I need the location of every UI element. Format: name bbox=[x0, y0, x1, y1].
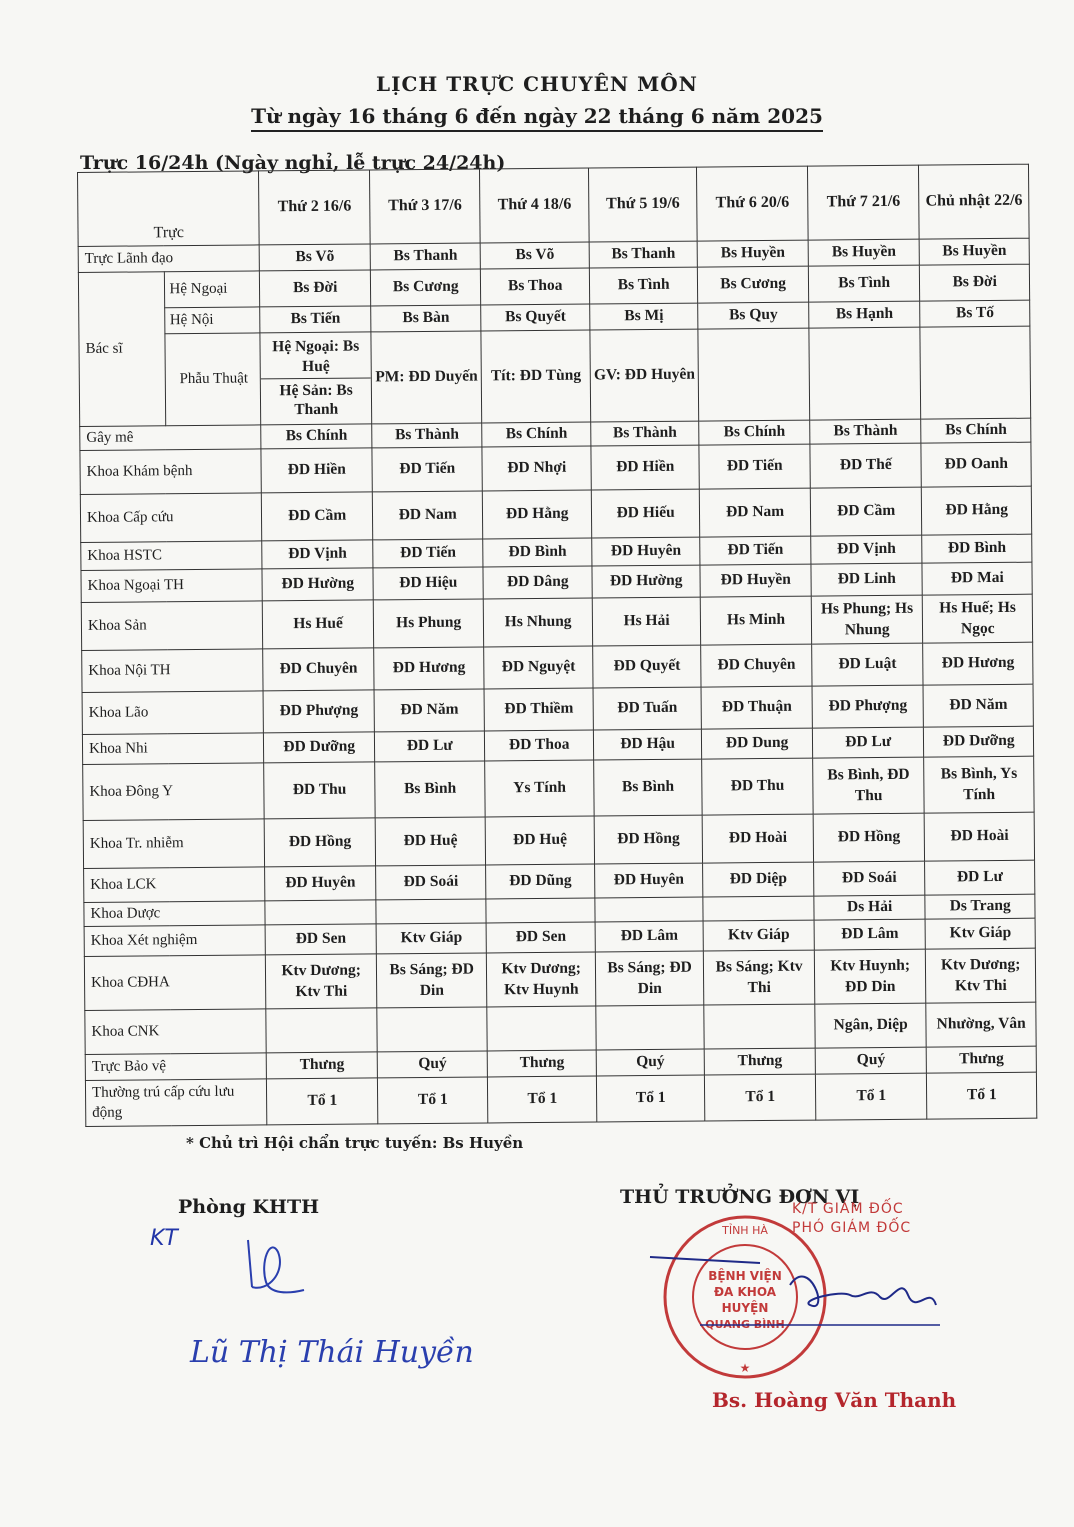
table-cell: ĐD Tiến bbox=[373, 539, 484, 568]
table-cell: ĐD Hồng bbox=[594, 815, 703, 864]
table-cell: Thưng bbox=[927, 1046, 1037, 1073]
row-label: Khoa Xét nghiệm bbox=[84, 925, 266, 957]
table-cell: ĐD Sen bbox=[265, 924, 376, 955]
table-cell: Bs Chính bbox=[482, 422, 591, 447]
table-cell bbox=[920, 326, 1030, 419]
table-cell: Tổ 1 bbox=[927, 1072, 1037, 1119]
table-cell: ĐD Lâm bbox=[814, 919, 926, 950]
table-cell: ĐD Thu bbox=[702, 758, 813, 815]
row-label: Khoa CĐHA bbox=[84, 955, 266, 1011]
table-cell: ĐD Thiềm bbox=[485, 688, 594, 731]
day-header: Thứ 7 21/6 bbox=[807, 165, 919, 240]
table-cell: Ktv Giáp bbox=[926, 918, 1036, 949]
row-label: Bác sĩ bbox=[78, 272, 165, 427]
left-signer-name: Lũ Thị Thái Huyền bbox=[190, 1335, 474, 1370]
table-cell: Bs Huyền bbox=[808, 239, 920, 266]
table-cell: Bs Thanh bbox=[589, 241, 698, 268]
right-signature-title: THỦ TRƯỞNG ĐƠN VỊ bbox=[620, 1186, 860, 1208]
table-cell: ĐD Dũng bbox=[486, 864, 595, 899]
table-cell: ĐD Thoa bbox=[485, 730, 594, 761]
table-cell: ĐD Hoài bbox=[702, 814, 813, 863]
table-row bbox=[81, 594, 1032, 650]
row-label: Khoa Cấp cứu bbox=[80, 493, 262, 543]
table-cell: ĐD Hường bbox=[592, 565, 701, 598]
table-cell: Bs Thành bbox=[591, 421, 700, 446]
table-cell: ĐD Dung bbox=[702, 728, 813, 759]
table-cell: Bs Thanh bbox=[370, 243, 481, 270]
table-cell-split bbox=[260, 332, 371, 425]
table-cell: Thưng bbox=[705, 1048, 816, 1075]
table-cell: Bs Thoa bbox=[481, 268, 590, 305]
table-cell: Hs Hải bbox=[592, 597, 701, 646]
table-cell: ĐD Dưỡng bbox=[924, 726, 1034, 757]
table-cell: ĐD Tiến bbox=[700, 536, 811, 565]
table-cell: Bs Thành bbox=[810, 419, 922, 444]
table-cell: Quý bbox=[815, 1047, 927, 1074]
table-cell: Bs Bàn bbox=[371, 305, 482, 332]
table-cell: Tổ 1 bbox=[705, 1074, 816, 1121]
table-cell: ĐD Sen bbox=[487, 922, 596, 953]
table-cell: Bs Chính bbox=[699, 420, 810, 445]
table-cell: ĐD Hiệu bbox=[373, 567, 484, 600]
table-cell: ĐD Nam bbox=[700, 488, 811, 537]
table-cell: Tít: ĐD Tùng bbox=[481, 330, 590, 423]
sub-row-label: Phẫu Thuật bbox=[164, 333, 261, 426]
table-cell bbox=[698, 328, 809, 421]
table-cell: ĐD Hồng bbox=[265, 818, 376, 867]
table-cell: Bs Cương bbox=[698, 266, 809, 303]
table-cell: Bs Chính bbox=[921, 418, 1031, 443]
table-cell: Ktv Dương; Ktv Thi bbox=[266, 954, 377, 1009]
header-row bbox=[78, 164, 1030, 246]
table-cell: Ktv Dương; Ktv Thi bbox=[926, 948, 1036, 1003]
table-cell: GV: ĐD Huyên bbox=[590, 329, 699, 422]
table-cell: Tổ 1 bbox=[596, 1075, 705, 1122]
table-cell: Bs Sáng; Ktv Thi bbox=[704, 950, 815, 1005]
table-cell: Tổ 1 bbox=[377, 1077, 488, 1124]
table-cell: ĐD Hằng bbox=[483, 490, 592, 539]
table-cell: Ktv Giáp bbox=[376, 923, 487, 954]
table-cell: ĐD Soái bbox=[813, 861, 925, 896]
table-cell: ĐD Hiếu bbox=[591, 489, 700, 538]
table-cell: Hs Phung bbox=[373, 599, 484, 648]
row-label: Khoa Ngoại TH bbox=[81, 569, 263, 603]
table-cell bbox=[377, 1007, 488, 1052]
table-row bbox=[79, 326, 1031, 426]
table-cell: ĐD Lư bbox=[925, 860, 1035, 895]
kt-mark: KT bbox=[150, 1226, 178, 1251]
table-cell: Bs Mị bbox=[590, 303, 699, 330]
table-cell: Tổ 1 bbox=[488, 1076, 597, 1123]
table-cell: Hs Phung; Hs Nhung bbox=[811, 595, 923, 644]
table-cell: ĐD Tiến bbox=[372, 447, 483, 492]
table-cell: Bs Tình bbox=[589, 267, 698, 304]
table-cell: ĐD Lư bbox=[812, 727, 924, 758]
table-cell: Bs Sáng; ĐD Din bbox=[595, 951, 704, 1006]
table-cell: ĐD Cầm bbox=[262, 492, 373, 541]
table-cell: Thưng bbox=[488, 1050, 597, 1077]
table-cell: Ngân, Diệp bbox=[815, 1003, 927, 1048]
table-cell: ĐD Nguyệt bbox=[484, 646, 593, 689]
table-cell: ĐD Dâng bbox=[483, 566, 592, 599]
table-cell: ĐD Thuận bbox=[701, 686, 812, 729]
table-cell bbox=[265, 900, 376, 925]
table-cell: Ktv Dương; Ktv Huynh bbox=[487, 952, 596, 1007]
table-cell: ĐD Hương bbox=[923, 642, 1033, 685]
table-cell bbox=[809, 327, 921, 420]
svg-text:QUANG BÌNH: QUANG BÌNH bbox=[705, 1318, 785, 1331]
row-label: Gây mê bbox=[80, 425, 262, 451]
table-cell bbox=[486, 898, 595, 923]
table-cell: ĐD Nhợi bbox=[482, 446, 591, 491]
day-header: Thứ 6 20/6 bbox=[697, 166, 808, 241]
table-cell: Hs Huế; Hs Ngọc bbox=[923, 594, 1033, 643]
table-cell: Bs Bình bbox=[375, 761, 486, 818]
table-row bbox=[80, 486, 1031, 542]
split-cell-bottom: Hệ Sản: Bs Thanh bbox=[261, 377, 371, 422]
table-cell: Hs Nhung bbox=[484, 598, 593, 647]
table-cell: ĐD Oanh bbox=[921, 442, 1031, 487]
table-cell: ĐD Chuyên bbox=[701, 644, 812, 687]
table-cell: Bs Tình bbox=[808, 265, 920, 302]
table-cell bbox=[596, 1005, 705, 1050]
day-header: Thứ 3 17/6 bbox=[369, 169, 480, 244]
table-cell: Bs Chính bbox=[261, 424, 372, 449]
document-subtitle: Từ ngày 16 tháng 6 đến ngày 22 tháng 6 năm 2025 bbox=[0, 104, 1074, 128]
table-cell: Nhường, Vân bbox=[926, 1002, 1036, 1047]
stamp-line: K/T GIÁM ĐỐC bbox=[792, 1201, 904, 1217]
table-cell: ĐD Hậu bbox=[593, 729, 702, 760]
table-cell: Hs Huế bbox=[263, 600, 374, 649]
table-cell bbox=[266, 1008, 377, 1053]
table-cell: ĐD Hương bbox=[374, 647, 485, 690]
table-cell: Bs Bình bbox=[594, 759, 703, 816]
table-cell: ĐD Hường bbox=[262, 568, 373, 601]
table-cell bbox=[704, 1004, 815, 1049]
table-cell: Bs Võ bbox=[260, 244, 371, 271]
table-cell: ĐD Vịnh bbox=[262, 540, 373, 569]
table-row bbox=[83, 756, 1034, 820]
table-cell: ĐD Thu bbox=[264, 762, 375, 819]
footnote: * Chủ trì Hội chẩn trực tuyến: Bs Huyền bbox=[186, 1134, 524, 1152]
table-cell: Quý bbox=[377, 1051, 488, 1078]
table-cell: ĐD Nam bbox=[372, 491, 483, 540]
table-cell bbox=[487, 1006, 596, 1051]
table-cell: ĐD Hồng bbox=[813, 813, 925, 862]
signer-name: Bs. Hoàng Văn Thanh bbox=[712, 1388, 957, 1412]
table-cell: Bs Đời bbox=[260, 270, 371, 307]
table-cell: Bs Tiến bbox=[260, 306, 371, 333]
table-cell: ĐD Huyên bbox=[592, 537, 701, 566]
row-label: Khoa Đông Y bbox=[83, 763, 265, 821]
table-cell: ĐD Lư bbox=[374, 731, 485, 762]
table-cell: Bs Hạnh bbox=[809, 301, 921, 328]
row-label: Khoa Khám bệnh bbox=[80, 449, 262, 495]
table-cell: ĐD Huyền bbox=[700, 564, 811, 597]
row-label: Khoa Nhi bbox=[82, 733, 264, 765]
svg-text:TỈNH HÀ: TỈNH HÀ bbox=[722, 1224, 768, 1237]
right-signature-scribble bbox=[640, 1245, 940, 1335]
row-label: Thường trú cấp cứu lưu động bbox=[85, 1079, 267, 1127]
table-cell: Bs Bình, ĐD Thu bbox=[813, 757, 925, 814]
svg-text:HUYỆN: HUYỆN bbox=[721, 1301, 769, 1315]
row-label: Khoa Nội TH bbox=[82, 649, 264, 693]
sub-row-label: Hệ Nội bbox=[164, 307, 260, 334]
table-cell: ĐD Soái bbox=[376, 865, 487, 900]
table-cell: Tổ 1 bbox=[815, 1073, 927, 1120]
table-cell: Thưng bbox=[267, 1052, 378, 1079]
row-label: Khoa CNK bbox=[85, 1009, 267, 1055]
duty-schedule-table bbox=[77, 164, 1037, 1127]
table-cell: Ds Trang bbox=[925, 894, 1035, 919]
table-cell: PM: ĐD Duyến bbox=[371, 331, 482, 424]
table-cell: ĐD Phượng bbox=[812, 685, 924, 728]
table-cell: ĐD Huệ bbox=[486, 816, 595, 865]
table-cell: Ds Hải bbox=[814, 895, 926, 920]
table-cell: ĐD Tuấn bbox=[593, 687, 702, 730]
row-label: Khoa Sản bbox=[81, 601, 263, 651]
table-cell: Bs Tố bbox=[920, 300, 1030, 327]
table-cell: Bs Huyền bbox=[697, 240, 808, 267]
row-label: Khoa HSTC bbox=[81, 541, 263, 571]
table-cell: Ys Tính bbox=[485, 760, 594, 817]
table-cell: ĐD Huyên bbox=[594, 863, 703, 898]
table-cell: Ktv Giáp bbox=[703, 920, 814, 951]
table-caption: Trực 16/24h (Ngày nghỉ, lễ trực 24/24h) bbox=[80, 152, 506, 174]
table-cell: Quý bbox=[596, 1049, 705, 1076]
day-header: Thứ 5 19/6 bbox=[588, 167, 697, 242]
corner-header: Trực bbox=[78, 171, 260, 247]
table-cell: ĐD Diệp bbox=[703, 862, 814, 897]
table-cell bbox=[595, 897, 704, 922]
table-cell: ĐD Luật bbox=[812, 643, 924, 686]
svg-text:BỆNH VIỆN: BỆNH VIỆN bbox=[708, 1269, 782, 1283]
table-row bbox=[84, 948, 1035, 1010]
table-cell: ĐD Thế bbox=[810, 443, 922, 488]
document-title: LỊCH TRỰC CHUYÊN MÔN bbox=[376, 72, 698, 96]
table-cell bbox=[376, 899, 487, 924]
table-cell: ĐD Hoài bbox=[925, 812, 1035, 861]
table-cell: Bs Bình, Ys Tính bbox=[924, 756, 1034, 813]
table-cell: Bs Sáng; ĐD Din bbox=[376, 953, 487, 1008]
table-cell: ĐD Năm bbox=[374, 689, 485, 732]
day-header: Thứ 4 18/6 bbox=[480, 168, 589, 243]
row-label: Khoa Lão bbox=[82, 691, 264, 735]
stamp-line: PHÓ GIÁM ĐỐC bbox=[792, 1219, 912, 1236]
row-label: Trực Bảo vệ bbox=[85, 1053, 267, 1081]
day-header: Thứ 2 16/6 bbox=[259, 170, 370, 245]
table-cell: ĐD Năm bbox=[923, 684, 1033, 727]
sub-row-label: Hệ Ngoại bbox=[164, 271, 260, 308]
table-cell: ĐD Dưỡng bbox=[264, 732, 375, 763]
table-cell: ĐD Linh bbox=[811, 563, 923, 596]
day-header: Chủ nhật 22/6 bbox=[919, 164, 1029, 239]
table-cell: ĐD Bình bbox=[483, 538, 592, 567]
table-cell: Ktv Huynh; ĐD Din bbox=[814, 949, 926, 1004]
table-cell: Bs Đời bbox=[920, 264, 1030, 301]
table-row bbox=[85, 1072, 1036, 1126]
table-row bbox=[83, 812, 1034, 868]
row-label: Khoa LCK bbox=[84, 867, 266, 903]
row-label: Trực Lãnh đạo bbox=[78, 245, 260, 273]
table-cell: Bs Huyền bbox=[920, 238, 1030, 265]
table-cell: ĐD Hiền bbox=[261, 448, 372, 493]
table-cell bbox=[703, 896, 814, 921]
table-cell: ĐD Bình bbox=[922, 534, 1032, 563]
table-cell: Bs Quy bbox=[698, 302, 809, 329]
left-signature-title: Phòng KHTH bbox=[178, 1196, 320, 1218]
table-cell: Bs Cương bbox=[370, 269, 481, 306]
table-cell: ĐD Phượng bbox=[263, 690, 374, 733]
table-cell: ĐD Huệ bbox=[375, 817, 486, 866]
table-cell: ĐD Hằng bbox=[922, 486, 1032, 535]
table-cell: ĐD Chuyên bbox=[263, 648, 374, 691]
split-cell-top: Hệ Ngoại: Bs Huệ bbox=[272, 337, 360, 375]
svg-text:ĐA KHOA: ĐA KHOA bbox=[713, 1285, 777, 1299]
row-label: Khoa Dược bbox=[84, 901, 266, 927]
table-cell: ĐD Quyết bbox=[593, 645, 702, 688]
row-label: Khoa Tr. nhiễm bbox=[83, 819, 265, 869]
table-cell: Hs Minh bbox=[701, 596, 812, 645]
table-cell: ĐD Hiền bbox=[591, 445, 700, 490]
table-cell: ĐD Vịnh bbox=[811, 535, 923, 564]
left-signature-scribble bbox=[238, 1232, 318, 1302]
svg-text:★: ★ bbox=[739, 1361, 751, 1375]
table-cell: Bs Quyết bbox=[481, 304, 590, 331]
table-cell: Bs Võ bbox=[481, 242, 590, 269]
table-cell: ĐD Lâm bbox=[595, 921, 704, 952]
table-cell: Tổ 1 bbox=[267, 1078, 378, 1125]
table-cell: Bs Thành bbox=[372, 423, 483, 448]
table-cell: ĐD Mai bbox=[922, 562, 1032, 595]
table-cell: ĐD Tiến bbox=[699, 444, 810, 489]
table-cell: ĐD Huyên bbox=[265, 866, 376, 901]
table-cell: ĐD Cầm bbox=[810, 487, 922, 536]
